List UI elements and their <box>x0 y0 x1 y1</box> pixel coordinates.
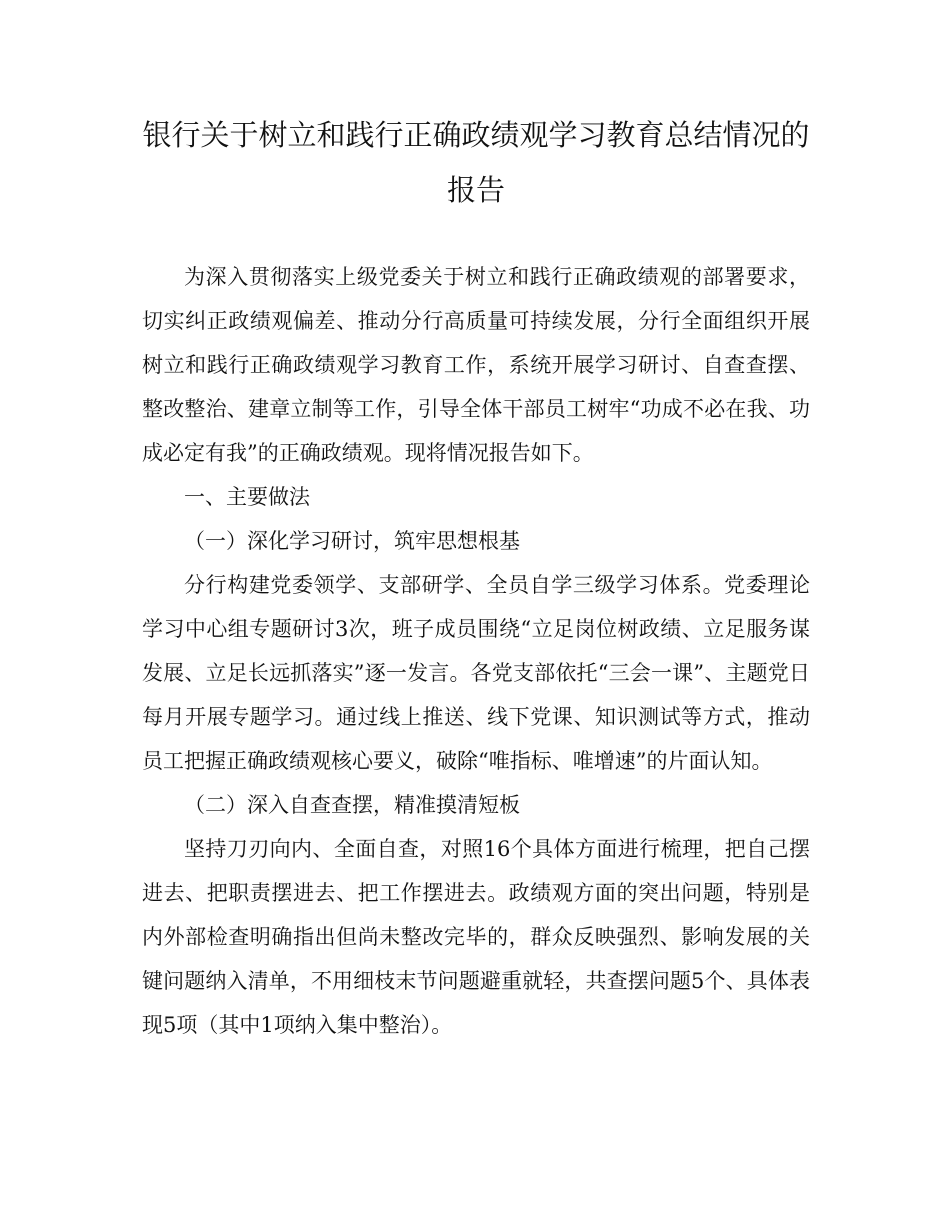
section-heading-main-practices: 一、主要做法 <box>184 485 310 509</box>
document-body <box>142 255 810 1047</box>
study-paragraph: 分行构建党委领学、支部研学、全员自学三级学习体系。党委理论学习中心组专题研讨3次，班子成员围绕“立足岗位树政绩、立足服务谋发展、立足长远抓落实”逐一发言。各党支部依托“三会一课”、主题党日每月开展专题学习。通过线上推送、线下党课、知识测试等方式，推动员工把握正确政绩观核心要义，破除“唯指标、唯增速”的片面认知。 <box>142 573 810 773</box>
self-check-paragraph: 坚持刀刃向内、全面自查，对照16个具体方面进行梳理，把自己摆进去、把职责摆进去、把工作摆进去。政绩观方面的突出问题，特别是内外部检查明确指出但尚未整改完毕的，群众反映强烈、影响发展的关键问题纳入清单，不用细枝末节问题避重就轻，共查摆问题5个、具体表现5项（其中1项纳入集中整治）。 <box>142 837 810 1037</box>
subsection-heading-study: （一）深化学习研讨，筑牢思想根基 <box>184 529 520 553</box>
intro-paragraph: 为深入贯彻落实上级党委关于树立和践行正确政绩观的部署要求，切实纠正政绩观偏差、推动分行高质量可持续发展，分行全面组织开展树立和践行正确政绩观学习教育工作，系统开展学习研讨、自查查摆、整改整治、建章立制等工作，引导全体干部员工树牢“功成不必在我、功成必定有我”的正确政绩观。现将情况报告如下。 <box>142 265 810 465</box>
document-title: 银行关于树立和践行正确政绩观学习教育总结情况的报告 <box>142 118 810 207</box>
subsection-heading-self-check: （二）深入自查查摆，精准摸清短板 <box>184 793 520 817</box>
